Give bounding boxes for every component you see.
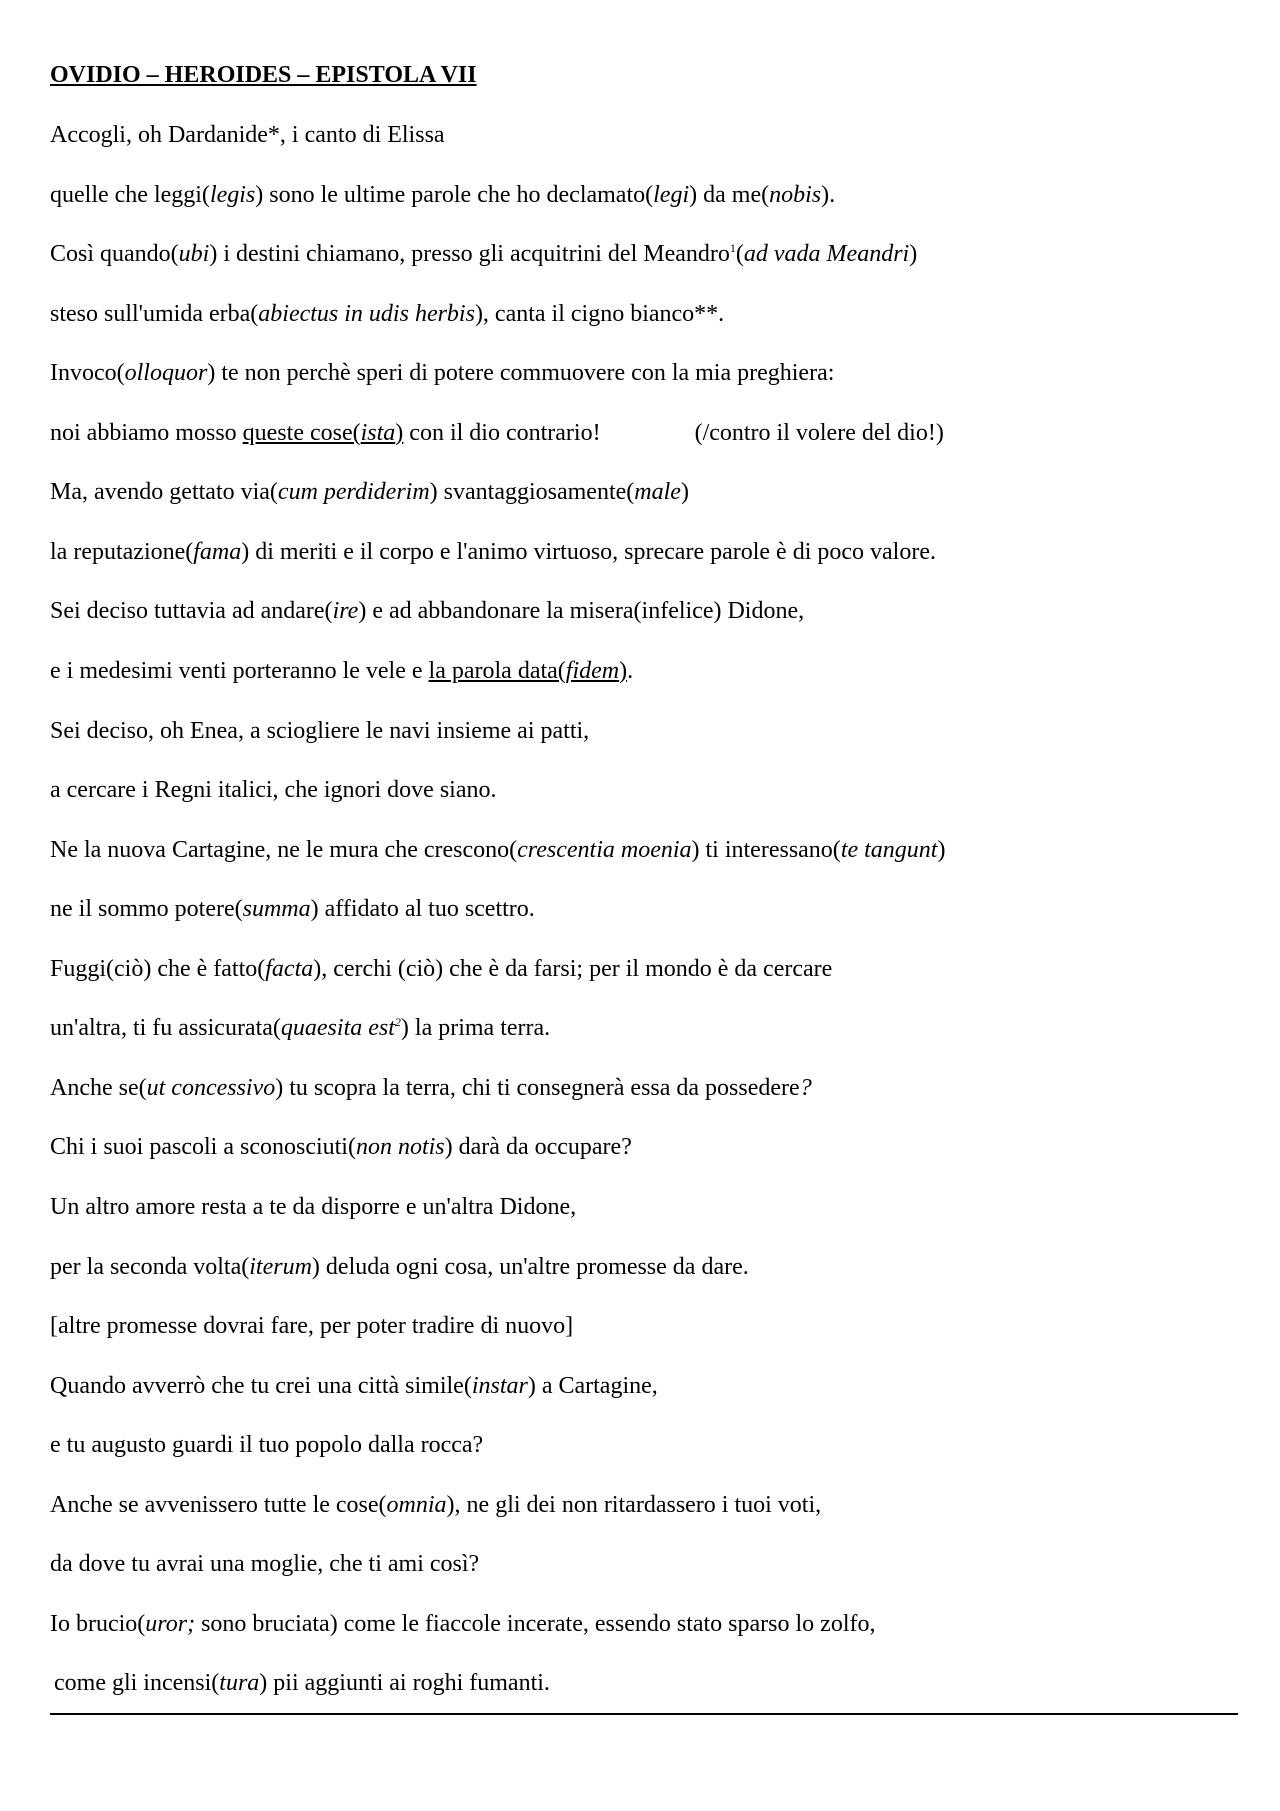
verse-line-16: un'altra, ti fu assicurata(quaesita est$^2$) la prima terra. [50,1015,551,1041]
document-title: OVIDIO – HEROIDES – EPISTOLA VII [50,62,477,88]
verse-line-27: come gli incensi(tura) pii aggiunti ai roghi fumanti. [54,1670,550,1696]
verse-line-5: Invoco(olloquor) te non perchè speri di potere commuovere con la mia preghiera: [50,360,835,386]
verse-line-3: Così quando(ubi) i destini chiamano, presso gli acquitrini del Meandro$^1$(ad vada Meandri) [50,241,918,267]
underlined-phrase: la parola data(fidem) [428,658,628,684]
side-note: (/contro il volere del dio!) [694,420,944,446]
verse-line-1: Accogli, oh Dardanide*, i canto di Elissa [50,122,445,148]
verse-line-24: Anche se avvenissero tutte le cose(omnia), ne gli dei non ritardassero i tuoi voti, [50,1492,822,1518]
verse-line-8: la reputazione(fama) di meriti e il corpo e l'animo virtuoso, sprecare parole è di poco valore. [50,539,936,565]
verse-line-20: per la seconda volta(iterum) deluda ogni cosa, un'altre promesse da dare. [50,1254,749,1280]
verse-line-6: noi abbiamo mosso queste cose(ista) con il dio contrario! (/contro il volere del dio!) [50,420,944,446]
verse-line-26: Io brucio(uror; sono bruciata) come le fiaccole incerate, essendo stato sparso lo zolfo, [50,1611,876,1637]
verse-line-13: Ne la nuova Cartagine, ne le mura che crescono(crescentia moenia) ti interessano(te tangunt) [50,837,946,863]
verse-line-12: a cercare i Regni italici, che ignori dove siano. [50,777,497,803]
verse-line-18: Chi i suoi pascoli a sconosciuti(non notis) darà da occupare? [50,1134,632,1160]
verse-line-9: Sei deciso tuttavia ad andare(ire) e ad abbandonare la misera(infelice) Didone, [50,598,805,624]
verse-line-14: ne il sommo potere(summa) affidato al tuo scettro. [50,896,535,922]
underlined-phrase: queste cose(ista) [242,420,404,446]
verse-line-23: e tu augusto guardi il tuo popolo dalla rocca? [50,1432,484,1458]
verse-line-11: Sei deciso, oh Enea, a sciogliere le navi insieme ai patti, [50,718,590,744]
bottom-rule [50,1713,1238,1715]
verse-line-7: Ma, avendo gettato via(cum perdiderim) svantaggiosamente(male) [50,479,689,505]
verse-line-2: quelle che leggi(legis) sono le ultime parole che ho declamato(legi) da me(nobis). [50,182,836,208]
footnote-marker: 2 [394,1015,401,1029]
verse-line-19: Un altro amore resta a te da disporre e un'altra Didone, [50,1194,577,1220]
verse-line-4: steso sull'umida erba(abiectus in udis herbis), canta il cigno bianco**. [50,301,725,327]
verse-line-15: Fuggi(ciò) che è fatto(facta), cerchi (ciò) che è da farsi; per il mondo è da cercare [50,956,833,982]
verse-line-21: [altre promesse dovrai fare, per poter tradire di nuovo] [50,1313,574,1339]
verse-line-22: Quando avverrò che tu crei una città simile(instar) a Cartagine, [50,1373,658,1399]
verse-line-25: da dove tu avrai una moglie, che ti ami così? [50,1551,480,1577]
verse-line-17: Anche se(ut concessivo) tu scopra la terra, chi ti consegnerà essa da possedere? [50,1075,812,1101]
verse-line-10: e i medesimi venti porteranno le vele e la parola data(fidem). [50,658,634,684]
footnote-marker: 1 [729,241,736,255]
